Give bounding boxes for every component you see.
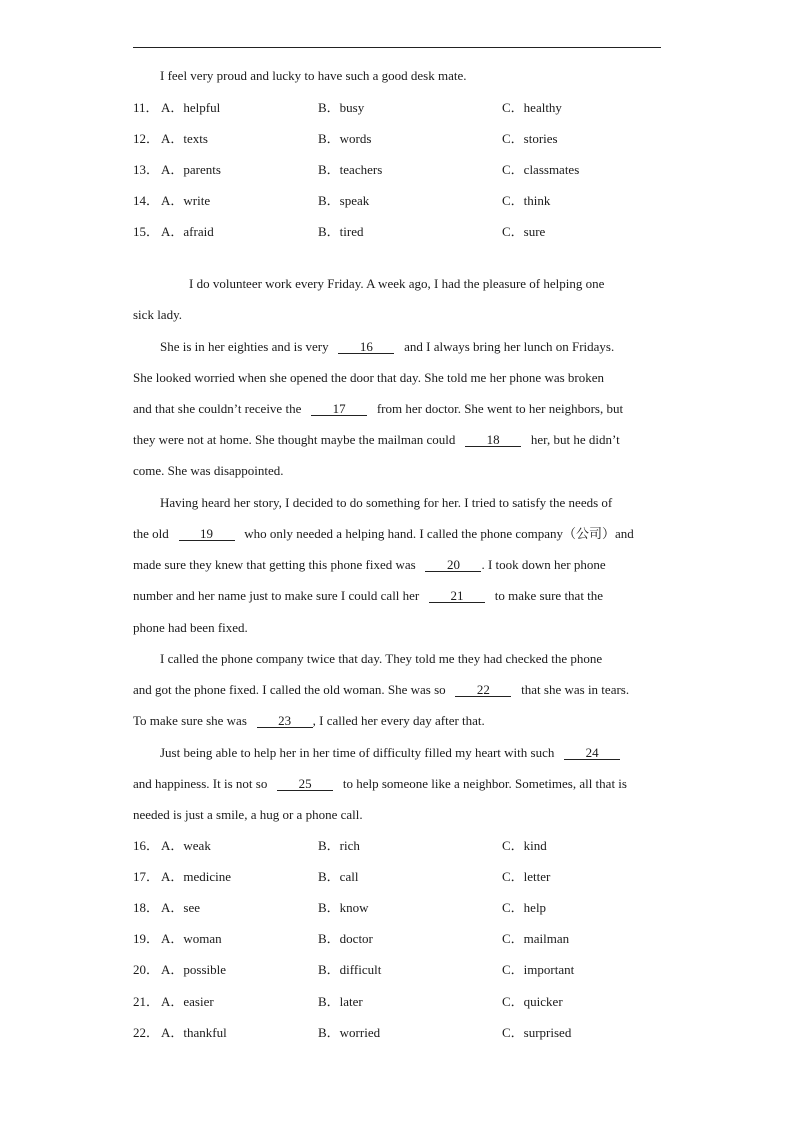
question-row: [133, 193, 673, 209]
text-run: and I always bring her lunch on Fridays.: [404, 339, 615, 354]
text-run: and got the phone fixed. I called the old woman. She was so: [133, 682, 446, 697]
option-c: C．surprised: [502, 1025, 572, 1040]
question-number: 15．: [133, 224, 160, 239]
passage-line: Having heard her story, I decided to do something for her. I tried to satisfy the needs of: [160, 495, 613, 510]
text-run: She is in her eighties and is very: [160, 339, 329, 354]
question-row: [133, 994, 673, 1010]
option-c: C．kind: [502, 838, 547, 853]
option-b: B．busy: [318, 100, 365, 115]
question-number: 20．: [133, 962, 160, 977]
passage-line: sick lady.: [133, 307, 182, 322]
option-c: C．healthy: [502, 100, 562, 115]
option-a: A．write: [161, 193, 211, 208]
question-number: 18．: [133, 900, 160, 915]
passage-line: come. She was disappointed.: [133, 463, 284, 478]
blank-17: 17: [311, 402, 367, 416]
passage-line: needed is just a smile, a hug or a phone call.: [133, 807, 363, 822]
question-row: [133, 224, 673, 240]
text-run: her, but he didn’t: [530, 432, 620, 447]
option-c: C．help: [502, 900, 547, 915]
option-a: A．parents: [161, 162, 221, 177]
option-b: B．rich: [318, 838, 360, 853]
blank-19: 19: [179, 527, 235, 541]
option-b: B．difficult: [318, 962, 382, 977]
blank-24: 24: [564, 746, 620, 760]
question-number: 16．: [133, 838, 160, 853]
text-run: to make sure that the: [494, 588, 604, 603]
question-number: 22．: [133, 1025, 160, 1040]
blank-18: 18: [465, 433, 521, 447]
option-c: C．mailman: [502, 931, 570, 946]
passage-line: I do volunteer work every Friday. A week ago, I had the pleasure of helping one: [189, 276, 605, 291]
option-b: B．later: [318, 994, 363, 1009]
option-a: A．medicine: [161, 869, 232, 884]
text-run: the old: [133, 526, 169, 541]
option-a: A．possible: [161, 962, 227, 977]
option-b: B．call: [318, 869, 359, 884]
option-b: B．speak: [318, 193, 370, 208]
passage-line: [133, 776, 627, 792]
passage-line: She looked worried when she opened the door that day. She told me her phone was broken: [133, 370, 605, 385]
passage-line: [133, 401, 623, 417]
passage-line: [160, 339, 614, 355]
question-number: 19．: [133, 931, 160, 946]
text-run: who only needed a helping hand. I called the phone company（公司）and: [244, 526, 634, 541]
text-run: To make sure she was: [133, 713, 247, 728]
option-c: C．sure: [502, 224, 546, 239]
closing-line: I feel very proud and lucky to have such a good desk mate.: [160, 68, 467, 83]
question-row: [133, 1025, 673, 1041]
option-c: C．quicker: [502, 994, 563, 1009]
question-row: [133, 962, 673, 978]
option-a: A．easier: [161, 994, 214, 1009]
option-a: A．weak: [161, 838, 211, 853]
option-b: B．doctor: [318, 931, 373, 946]
blank-16: 16: [338, 340, 394, 354]
passage-line: [133, 557, 606, 573]
text-run: from her doctor. She went to her neighbors, but: [376, 401, 624, 416]
question-row: [133, 162, 673, 178]
passage-line: [133, 713, 485, 729]
option-a: A．helpful: [161, 100, 221, 115]
question-number: 11．: [133, 100, 159, 115]
question-row: [133, 900, 673, 916]
option-c: C．classmates: [502, 162, 580, 177]
blank-21: 21: [429, 589, 485, 603]
option-b: B．words: [318, 131, 372, 146]
text-run: , I called her every day after that.: [312, 713, 485, 728]
option-c: C．important: [502, 962, 575, 977]
passage-line: phone had been fixed.: [133, 620, 248, 635]
text-run: they were not at home. She thought maybe the mailman could: [133, 432, 456, 447]
passage-line: I called the phone company twice that day. They told me they had checked the phone: [160, 651, 603, 666]
option-b: B．know: [318, 900, 369, 915]
blank-22: 22: [455, 683, 511, 697]
question-number: 21．: [133, 994, 160, 1009]
header-rule: [133, 47, 661, 48]
text-run: . I took down her phone: [481, 557, 606, 572]
question-row: [133, 931, 673, 947]
passage-line: [133, 526, 634, 542]
question-number: 17．: [133, 869, 160, 884]
question-row: [133, 131, 673, 147]
text-run: made sure they knew that getting this phone fixed was: [133, 557, 416, 572]
blank-23: 23: [257, 714, 313, 728]
question-number: 13．: [133, 162, 160, 177]
option-c: C．think: [502, 193, 551, 208]
text-run: and happiness. It is not so: [133, 776, 268, 791]
question-row: [133, 100, 673, 116]
option-c: C．letter: [502, 869, 551, 884]
option-c: C．stories: [502, 131, 558, 146]
text-run: number and her name just to make sure I could call her: [133, 588, 420, 603]
text-run: and that she couldn’t receive the: [133, 401, 302, 416]
question-number: 12．: [133, 131, 160, 146]
option-b: B．teachers: [318, 162, 383, 177]
question-row: [133, 869, 673, 885]
passage-line: [133, 682, 629, 698]
text-run: that she was in tears.: [521, 682, 630, 697]
option-a: A．afraid: [161, 224, 214, 239]
option-b: B．tired: [318, 224, 364, 239]
question-number: 14．: [133, 193, 160, 208]
option-a: A．thankful: [161, 1025, 227, 1040]
option-a: A．woman: [161, 931, 222, 946]
text-run: to help someone like a neighbor. Sometimes, all that is: [342, 776, 627, 791]
text-run: Just being able to help her in her time of difficulty filled my heart with such: [160, 745, 555, 760]
option-a: A．texts: [161, 131, 208, 146]
blank-20: 20: [425, 558, 481, 572]
option-a: A．see: [161, 900, 200, 915]
blank-25: 25: [277, 777, 333, 791]
passage-line: [160, 745, 620, 761]
passage-line: [133, 432, 620, 448]
question-row: [133, 838, 673, 854]
passage-line: [133, 588, 603, 604]
option-b: B．worried: [318, 1025, 381, 1040]
